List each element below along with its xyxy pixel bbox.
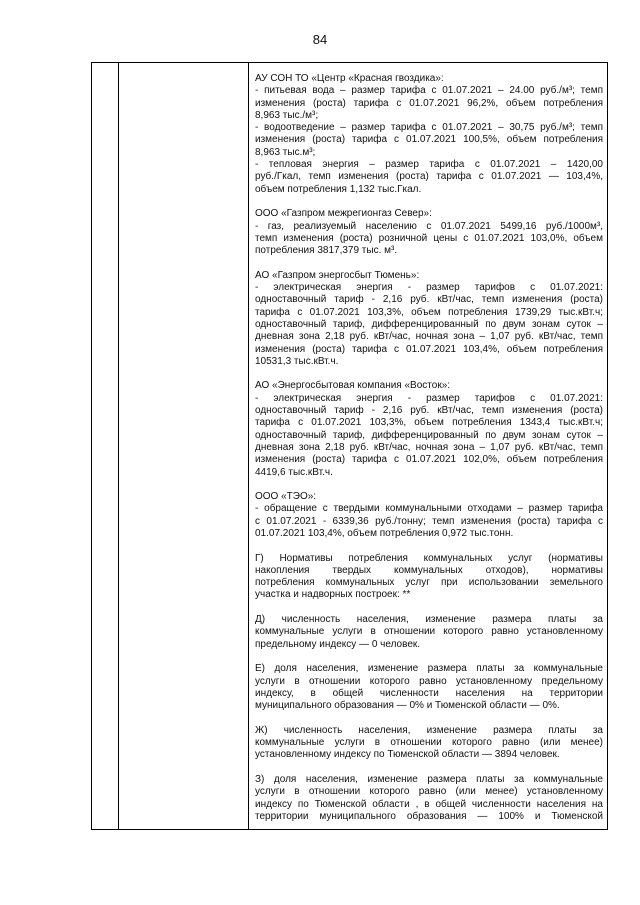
text-line: объем потребления 1,132 тыс.Гкал. [255, 183, 422, 195]
text-line: АУ СОН ТО «Центр «Красная гвоздика»: [255, 73, 444, 84]
text-line: одноставочный тариф, дифференцированный по двум зонам суток – [255, 318, 603, 330]
text-line: индексу по Тюменской области , в общей численности населения на [255, 798, 603, 810]
text-line: темп изменения (роста) розничной цены с 01.07.2021 103,0%, объем [255, 232, 603, 244]
table-cell-text [255, 73, 603, 835]
text-line: услуги в отношении которого равно установленному предельному [255, 675, 603, 687]
paragraph-block [255, 380, 603, 478]
text-line: Ж) численность населения, изменение размера платы за [255, 724, 603, 736]
text-line: одноставочный тариф, дифференцированный по двум зонам суток – [255, 429, 603, 441]
text-line: Г) Нормативы потребления коммунальных услуг (нормативы [255, 552, 603, 564]
text-line: - тепловая энергия – размер тарифа с 01.07.2021 – 1420,00 [255, 159, 603, 171]
paragraph-block [255, 725, 603, 762]
text-line: З) доля населения, изменение размера платы за коммунальные [255, 773, 603, 785]
text-line: тарифа с 01.07.2021 103,3%, объем потребления 1343,4 тыс.кВт.ч; [255, 417, 603, 429]
text-line: АО «Энергосбытовая компания «Восток»: [255, 380, 451, 392]
paragraph-block [255, 774, 603, 823]
text-line: изменения (роста) тарифа с 01.07.2021 102,0%, объем потребления [255, 454, 603, 466]
paragraph-block [255, 491, 603, 540]
paragraph-block [255, 73, 603, 196]
text-line: - электрическая энергия - размер тарифов с 01.07.2021: [255, 282, 603, 294]
text-line: 01.07.2021 103,4%, объем потребления 0,972 тыс.тонн. [255, 527, 514, 539]
text-line: индексу, в общей численности населения на территории [255, 687, 603, 699]
text-line: территории муниципального образования — 100% и Тюменской [255, 810, 603, 822]
text-line: - газ, реализуемый населению с 01.07.2021 5499,16 руб./1000м³, [255, 220, 603, 232]
text-line: - обращение с твердыми коммунальными отходами – размер тарифа [255, 503, 603, 515]
text-line: одноставочный тариф - 2,16 руб. кВт/час, темп изменения (роста) [255, 405, 603, 417]
text-line: ООО «ТЭО»: [255, 491, 317, 503]
text-line: потребления коммунальных услуг при использовании земельного [255, 577, 603, 589]
text-line: с 01.07.2021 - 6339,36 руб./тонну; темп изменения (роста) тарифа с [255, 515, 603, 527]
text-line: установленному индексу по Тюменской области — 3894 человек. [255, 749, 560, 761]
text-line: накопления твердых коммунальных отходов), нормативы [255, 564, 603, 576]
text-line: одноставочный тариф - 2,16 руб. кВт/час, темп изменения (роста) [255, 294, 603, 306]
text-line: 8,963 тыс./м³; [255, 109, 319, 121]
text-line: тарифа с 01.07.2021 103,3%, объем потребления 1739,29 тыс.кВт.ч; [255, 306, 603, 318]
text-line: руб./Гкал, темп изменения (роста) тарифа с 01.07.2021 — 103,4%, [255, 171, 603, 183]
paragraph-block [255, 614, 603, 651]
text-line: 8,963 тыс.м³; [255, 146, 316, 158]
text-line: Е) доля населения, изменение размера платы за коммунальные [255, 663, 603, 675]
column-divider [248, 63, 249, 829]
text-line: изменения (роста) тарифа с 01.07.2021 96,2%, объем потребления [255, 97, 603, 109]
text-line: - водоотведение – размер тарифа с 01.07.2021 – 30,75 руб./м³; темп [255, 122, 603, 134]
paragraph-block [255, 208, 603, 257]
text-line: участка и надворных построек: ** [255, 589, 411, 601]
text-line: ООО «Газпром межрегионгаз Север»: [255, 208, 432, 220]
text-line: изменения (роста) тарифа с 01.07.2021 100,5%, объем потребления [255, 134, 603, 146]
text-line: - электрическая энергия - размер тарифов с 01.07.2021: [255, 392, 603, 404]
text-line: дневная зона 2,18 руб. кВт/час, ночная зона – 1,07 руб. кВт/час, темп [255, 331, 603, 343]
text-line: АО «Газпром энергосбыт Тюмень»: [255, 269, 420, 281]
column-divider [118, 63, 119, 829]
text-line: - питьевая вода – размер тарифа с 01.07.2021 – 24.00 руб./м³; темп [255, 85, 603, 97]
text-line: муниципального образования — 0% и Тюменской области — 0%. [255, 700, 560, 712]
text-line: коммунальные услуги в отношении которого равно установленному [255, 626, 603, 638]
text-line: Д) численность населения, изменение размера платы за [255, 614, 603, 626]
paragraph-block [255, 553, 603, 602]
paragraph-block [255, 663, 603, 712]
text-line: потребления 3817,379 тыс. м³. [255, 245, 398, 257]
text-line: дневная зона 2,18 руб. кВт/час, ночная зона – 1,07 руб. кВт/час, темп [255, 441, 603, 453]
paragraph-block [255, 270, 603, 368]
text-line: услуги в отношении которого равно (или менее) установленному [255, 786, 603, 798]
document-table [91, 62, 608, 830]
text-line: 4419,6 тыс.кВт.ч. [255, 466, 333, 478]
text-line: предельному индексу — 0 человек. [255, 638, 421, 650]
text-line: коммунальные услуги в отношении которого равно (или менее) [255, 737, 603, 749]
text-line: изменения (роста) тарифа с 01.07.2021 103,4%, объем потребления [255, 343, 603, 355]
page-number: 84 [312, 32, 328, 47]
text-line: 10531,3 тыс.кВт.ч. [255, 355, 339, 367]
